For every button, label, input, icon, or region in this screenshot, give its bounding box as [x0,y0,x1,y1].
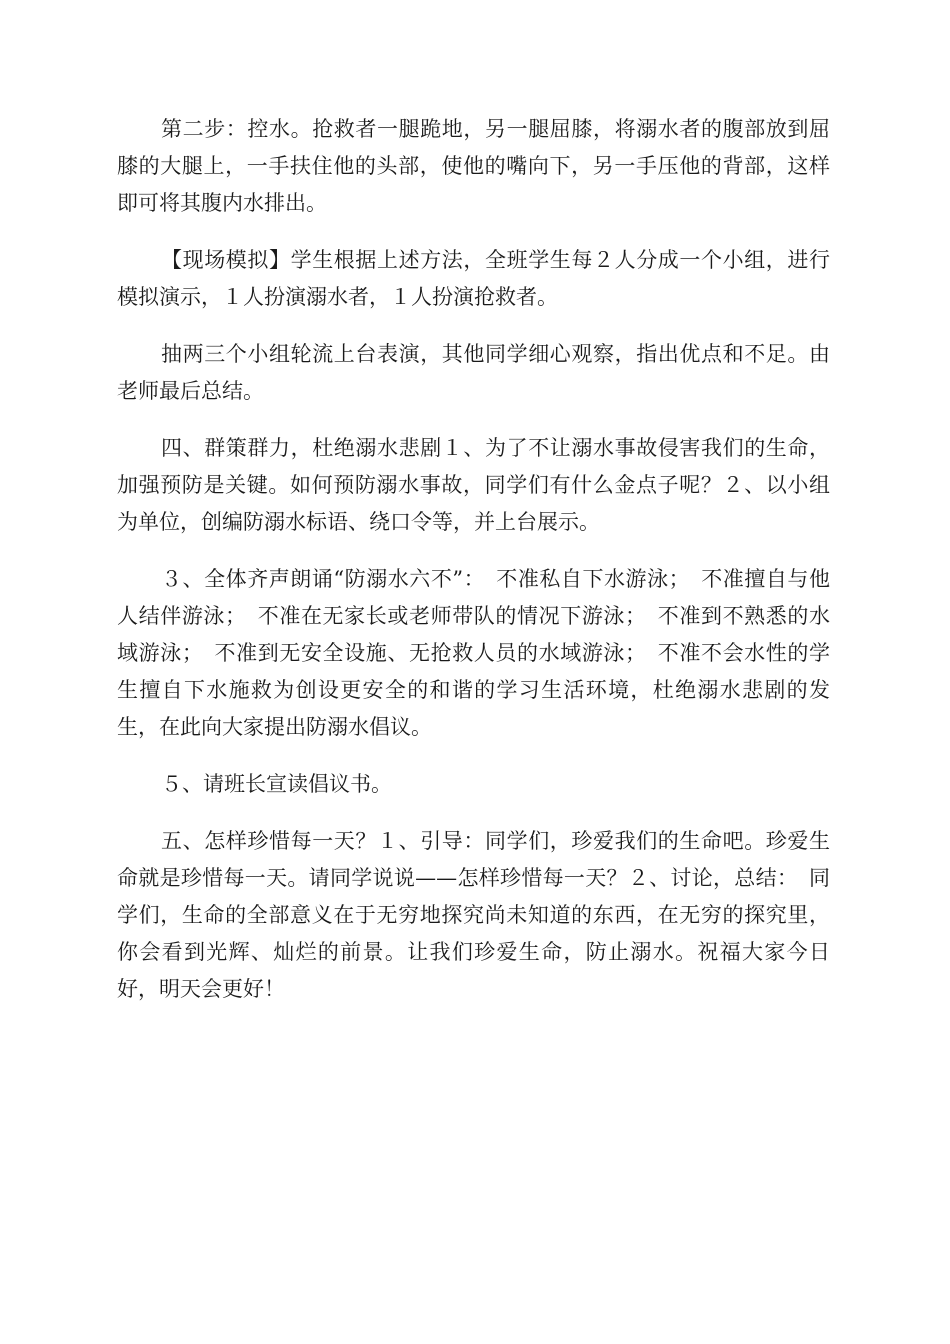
paragraph-step-two: 第二步：控水。抢救者一腿跪地，另一腿屈膝，将溺水者的腹部放到屈膝的大腿上，一手扶住他的头部，使他的嘴向下，另一手压他的背部，这样即可将其腹内水排出。 [117,117,830,215]
paragraph-six-rules: ３、全体齐声朗诵“防溺水六不”： 不准私自下水游泳； 不准擅自与他人结伴游泳； 不准在无家长或老师带队的情况下游泳； 不准到不熟悉的水域游泳； 不准到无安全设施、无抢救人员的水域游泳； 不准不会水性的学生擅自下水施救为创设更安全的和谐的学习生活环境，杜绝溺水悲剧的发生，在此向大家提出防溺水倡议。 [117,567,830,739]
paragraph-proposal: ５、请班长宣读倡议书。 [161,772,392,796]
paragraph-section-five: 五、怎样珍惜每一天？１、引导：同学们，珍爱我们的生命吧。珍爱生命就是珍惜每一天。请同学说说——怎样珍惜每一天？２、讨论，总结： 同学们，生命的全部意义在于无穷地探究尚未知道的东西，在无穷的探究里，你会看到光辉、灿烂的前景。让我们珍爱生命，防止溺水。祝福大家今日好，明天会更好！ [117,829,830,1001]
paragraph-section-four: 四、群策群力，杜绝溺水悲剧１、为了不让溺水事故侵害我们的生命，加强预防是关键。如何预防溺水事故，同学们有什么金点子呢？２、以小组为单位，创编防溺水标语、绕口令等，并上台展示。 [117,436,830,534]
paragraph-simulation: 【现场模拟】学生根据上述方法，全班学生每２人分成一个小组，进行模拟演示，１人扮演溺水者，１人扮演抢救者。 [117,248,830,309]
paragraph-group-performance: 抽两三个小组轮流上台表演，其他同学细心观察，指出优点和不足。由老师最后总结。 [117,342,830,403]
document-page [117,111,830,1028]
